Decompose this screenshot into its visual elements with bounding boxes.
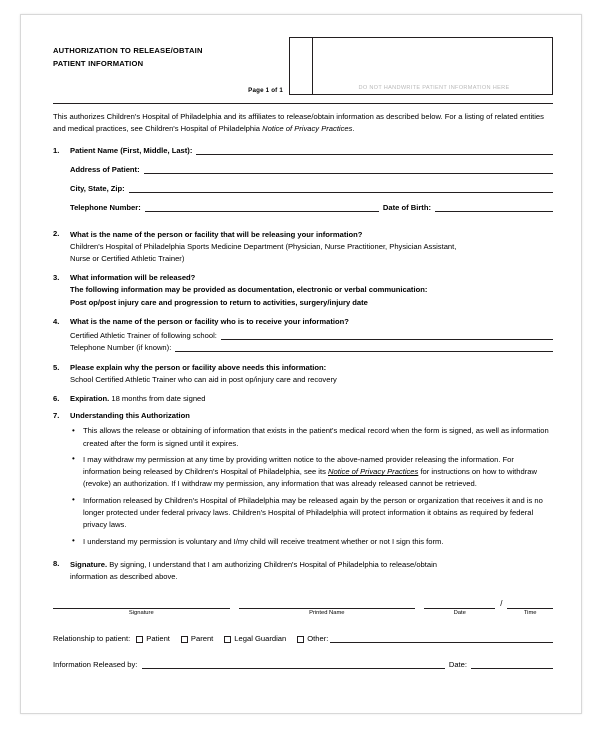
answer-2-line1: Children's Hospital of Philadelphia Sports Medicine Department (Physician, Nurse Practitioner, Physician Assistant, bbox=[70, 241, 457, 251]
question-3: What information will be released? bbox=[70, 273, 196, 283]
question-2: What is the name of the person or facility that will be releasing your information? bbox=[70, 229, 363, 239]
section-number-3: 3. bbox=[53, 272, 60, 282]
section-patient bbox=[53, 146, 553, 222]
signature-captions bbox=[53, 609, 553, 617]
patient-address-input[interactable] bbox=[144, 165, 553, 174]
checkbox-option-other[interactable] bbox=[297, 634, 330, 643]
relationship-label: Relationship to patient: bbox=[53, 634, 131, 644]
form-title-line1: AUTHORIZATION TO RELEASE/OBTAIN bbox=[53, 46, 203, 55]
signature-statement-label: Signature. bbox=[70, 559, 108, 569]
checkbox-icon[interactable] bbox=[224, 636, 231, 643]
section-expiration bbox=[53, 394, 553, 404]
patient-city-label: City, State, Zip: bbox=[70, 183, 125, 193]
question-4: What is the name of the person or facility who is to receive your information? bbox=[70, 317, 349, 327]
signature-date-input[interactable] bbox=[424, 598, 495, 609]
signature-lines bbox=[53, 598, 553, 609]
form-content bbox=[53, 37, 553, 669]
checkbox-label-patient: Patient bbox=[146, 634, 170, 644]
answer-3-line1: The following information may be provided as documentation, electronic or verbal communication: bbox=[70, 285, 428, 295]
question-5: Please explain why the person or facility above needs this information: bbox=[70, 363, 327, 373]
printed-name-input[interactable] bbox=[239, 598, 416, 609]
caption-spacer bbox=[230, 610, 239, 616]
caption-time: Time bbox=[523, 610, 537, 617]
signature-statement-line1 bbox=[70, 559, 553, 571]
patient-label-box bbox=[289, 37, 553, 95]
released-by-label: Information Released by: bbox=[53, 660, 138, 670]
section-number-6: 6. bbox=[53, 394, 60, 404]
bullet-2-post: for instructions on how to withdraw (revoke) an authorization. If I withdraw my permission, any information that was already released cannot be retrieved. bbox=[83, 467, 537, 489]
checkbox-option-parent[interactable] bbox=[181, 634, 224, 643]
checkbox-icon[interactable] bbox=[297, 636, 304, 643]
caption-signature: Signature bbox=[128, 610, 154, 617]
recipient-phone-row bbox=[70, 343, 553, 352]
patient-city-row bbox=[70, 184, 553, 193]
recipient-school-label: Certified Athletic Trainer of following school: bbox=[70, 331, 217, 341]
patient-name-label: Patient Name (First, Middle, Last): bbox=[70, 145, 193, 155]
box-divider bbox=[312, 38, 313, 94]
section-number-8: 8. bbox=[53, 559, 60, 569]
patient-name-row bbox=[70, 146, 553, 155]
caption-spacer-2 bbox=[415, 610, 424, 616]
section-signature-statement bbox=[53, 559, 553, 584]
section-recipient bbox=[53, 316, 553, 355]
relationship-other-input[interactable] bbox=[330, 634, 553, 643]
patient-dob-label: Date of Birth: bbox=[382, 202, 431, 212]
bullet-2-pre: I may withdraw my permission at any time by providing written notice to the above-named provider releasing the information. For information being released by Children's Hospital of Philadelphia, see its bbox=[83, 454, 514, 477]
patient-phone-row bbox=[70, 203, 553, 212]
bullet-2-italic: Notice of Privacy Practices bbox=[328, 467, 419, 477]
section-number-2: 2. bbox=[53, 229, 60, 239]
intro-italic: Notice of Privacy Practices bbox=[262, 124, 353, 134]
form-title-line2: PATIENT INFORMATION bbox=[53, 58, 144, 68]
signature-time-input[interactable] bbox=[507, 598, 553, 609]
header-rule bbox=[53, 103, 553, 104]
checkbox-label-parent: Parent bbox=[190, 634, 214, 644]
recipient-phone-input[interactable] bbox=[175, 343, 553, 352]
relationship-row bbox=[53, 634, 553, 643]
intro-text-2: . bbox=[352, 124, 355, 134]
section-number-1: 1. bbox=[53, 146, 60, 156]
section-number-7: 7. bbox=[53, 410, 60, 420]
patient-address-row bbox=[70, 165, 553, 174]
list-item: • Information released by Children's Hospital of Philadelphia may be released again by the person or organization that receives it and is no longer protected under federal privacy laws. Children's Hospital of Philadelphia will protect information it obtains as required by federal privacy laws. bbox=[70, 495, 553, 532]
question-7-title: Understanding this Authorization bbox=[70, 411, 190, 421]
page-indicator: Page 1 of 1 bbox=[248, 87, 283, 95]
intro-text-1: This authorizes Children's Hospital of Philadelphia and its affiliates to release/obtain information as described below. For a listing of related entities and medical practices, see Children's Hospital of Philadelphia bbox=[53, 112, 544, 134]
section-number-4: 4. bbox=[53, 316, 60, 326]
form-header bbox=[53, 37, 553, 99]
signature-block bbox=[53, 598, 553, 617]
caption-date: Date bbox=[453, 610, 466, 617]
signature-statement-text-1: By signing, I understand that I am authorizing Children's Hospital of Philadelphia to release/obtain bbox=[109, 559, 438, 569]
section-releasing-party bbox=[53, 229, 553, 266]
patient-dob-input[interactable] bbox=[435, 203, 553, 212]
released-by-input[interactable] bbox=[142, 660, 444, 669]
checkbox-icon[interactable] bbox=[181, 636, 188, 643]
section-purpose bbox=[53, 362, 553, 386]
recipient-school-row bbox=[70, 331, 553, 340]
signature-statement-line2: information as described above. bbox=[70, 572, 178, 582]
expiration-value: 18 months from date signed bbox=[111, 393, 206, 403]
answer-5: School Certified Athletic Trainer who can aid in post op/injury care and recovery bbox=[70, 375, 337, 385]
patient-address-label: Address of Patient: bbox=[70, 164, 140, 174]
list-item: • This allows the release or obtaining of information that exists in the patient's medical record when the form is signed, as well as information created after the form is signed until it expires. bbox=[70, 425, 553, 450]
checkbox-label-other: Other: bbox=[307, 634, 329, 644]
patient-city-input[interactable] bbox=[129, 184, 553, 193]
section-understanding bbox=[53, 410, 553, 552]
recipient-phone-label: Telephone Number (if known): bbox=[70, 343, 172, 353]
answer-3-line2: Post op/post injury care and progression to return to activities, surgery/injury date bbox=[70, 297, 368, 307]
released-by-date-label: Date: bbox=[448, 660, 467, 670]
caption-slash bbox=[495, 610, 507, 616]
checkbox-option-legal-guardian[interactable] bbox=[224, 634, 297, 643]
caption-printed-name: Printed Name bbox=[309, 610, 345, 617]
recipient-school-input[interactable] bbox=[221, 331, 553, 340]
understanding-bullet-list bbox=[70, 425, 553, 548]
released-by-date-input[interactable] bbox=[471, 660, 553, 669]
intro-paragraph bbox=[53, 111, 553, 136]
form-title-block bbox=[53, 37, 285, 99]
form-sheet bbox=[20, 14, 582, 714]
expiration-row bbox=[70, 394, 553, 403]
patient-phone-input[interactable] bbox=[145, 203, 379, 212]
checkbox-label-legal-guardian: Legal Guardian bbox=[234, 634, 287, 644]
checkbox-option-patient[interactable] bbox=[136, 634, 181, 643]
signature-input[interactable] bbox=[53, 598, 230, 609]
section-number-5: 5. bbox=[53, 362, 60, 372]
patient-phone-label: Telephone Number: bbox=[70, 202, 141, 212]
barcode-note: DO NOT HANDWRITE PATIENT INFORMATION HERE bbox=[358, 85, 510, 91]
checkbox-icon[interactable] bbox=[136, 636, 143, 643]
released-by-row bbox=[53, 660, 553, 669]
list-item: • I understand my permission is voluntary and I/my child will receive treatment whether or not I sign this form. bbox=[70, 536, 553, 548]
patient-name-input[interactable] bbox=[196, 146, 553, 155]
answer-2-line2: Nurse or Certified Athletic Trainer) bbox=[70, 254, 185, 264]
list-item bbox=[70, 454, 553, 491]
expiration-label: Expiration. bbox=[70, 393, 110, 403]
date-time-separator: / bbox=[500, 598, 503, 608]
section-information-released bbox=[53, 272, 553, 309]
